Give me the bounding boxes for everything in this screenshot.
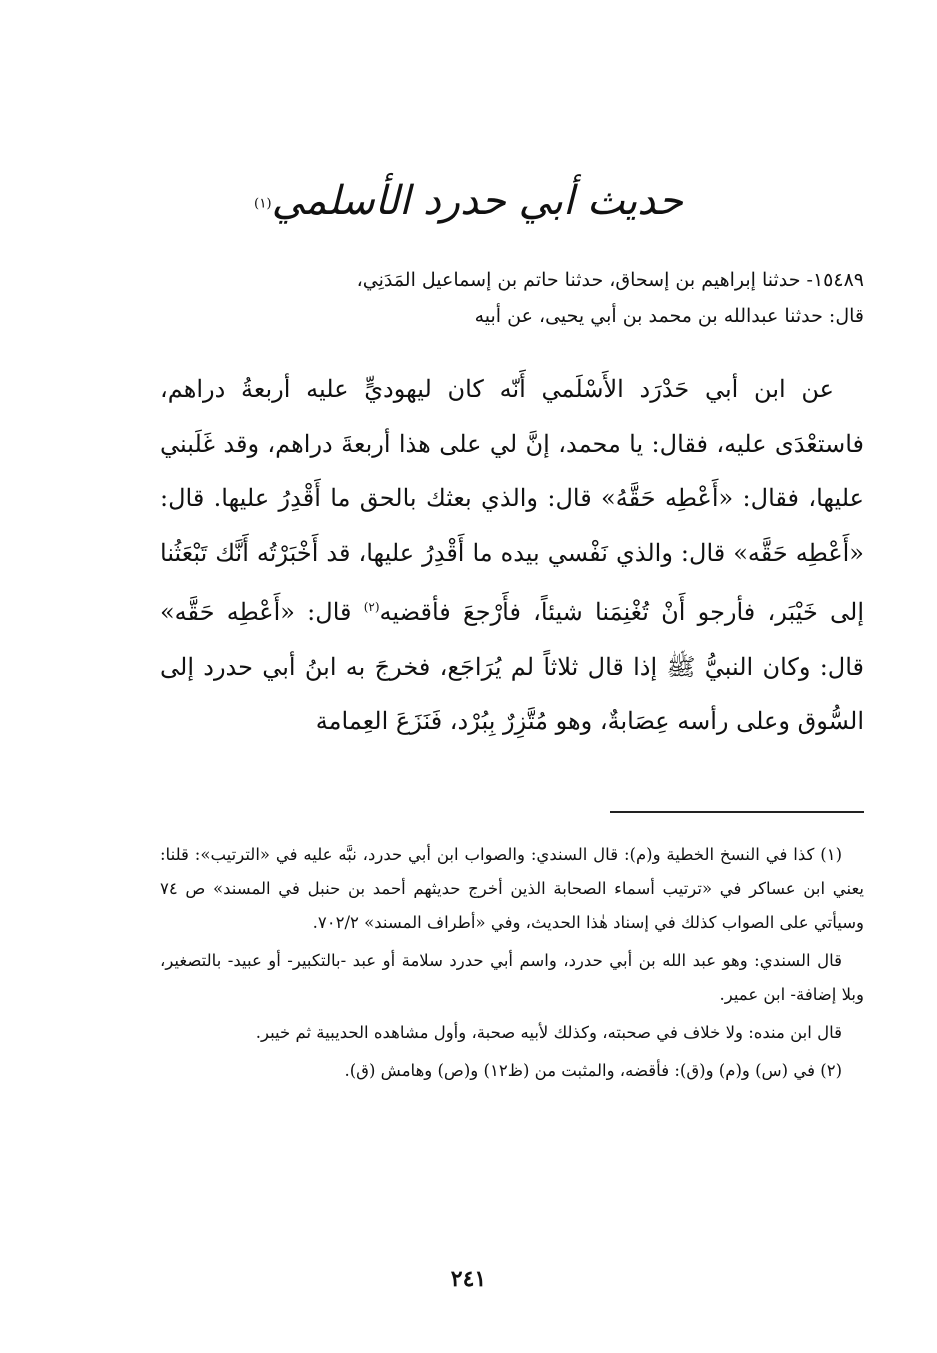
footnote-ref-1: (١) [253,196,272,212]
hadith-matn [160,362,864,749]
isnad-line-1: ١٥٤٨٩- حدثنا إبراهيم بن إسحاق، حدثنا حاتم بن إسماعيل المَدَنِي، [356,269,864,291]
chapter-heading [0,178,937,224]
isnad-line-2: قال: حدثنا عبدالله بن محمد بن أبي يحيى، عن أبيه [474,305,864,327]
footnote-1: (١) كذا في النسخ الخطية و(م): قال السندي: والصواب ابن أبي حدرد، نبَّه عليه في «الترتيب»: قلنا: يعني ابن عساكر في «ترتيب أسماء الصحابة الذين أخرج حديثهم أحمد بن حنبل في المسند» ص ٧٤ وسيأتي على الصواب كذلك في إسناد هٰذا الحديث، وفي «أطراف المسند» ٧٠٢/٢. [160,845,864,932]
matn-paragraph [160,362,864,749]
page-number: ٢٤١ [450,1266,487,1292]
chapter-title: حديث أبي حدرد الأسلمي [271,178,683,224]
footnote-ref-2: (٢) [363,600,380,614]
matn-text: عن ابن أبي حَدْرَد الأَسْلَمي أَنّه كان ليهوديٍّ عليه أربعةُ دراهم، فاستعْدَى عليه، فقال: يا محمد، إنَّ لي على هذا أربعةَ دراهم، وقد غَلَبني عليها، فقال: «أَعْطِه حَقَّهُ» قال: والذي بعثك بالحق ما أَقْدِرُ عليها. قال: «أَعْطِه حَقَّه» قال: والذي نَفْسي بيده ما أَقْدِرُ عليها، قد أَخْبَرْتُه أَنَّك تَبْعَثُنا إلى خَيْبَر، فأرجو أَنْ تُغْنِمَنا شيئاً، فأَرْجعَ فأقضيه [160,375,865,626]
footnote-1-c: قال ابن منده: ولا خلاف في صحبته، وكذلك لأبيه صحبة، وأول مشاهده الحديبية ثم خيبر. [255,1023,842,1042]
footnote-1-b: قال السندي: وهو عبد الله بن أبي حدرد، واسم أبي حدرد سلامة أو عبد -بالتكبير- أو عبيد- بالتصغير، وبلا إضافة- ابن عمير. [160,951,864,1004]
footnote-divider [610,811,864,813]
matn-text-cont: قال: «أَعْطِه حَقَّه» قال: وكان النبيُّ ﷺ إذا قال ثلاثاً لم يُرَاجَع، فخرجَ به ابنُ أبي حدرد إلى السُّوق وعلى رأسه عِصَابةٌ، وهو مُتَّزِرٌ بِبُرْد، فَنَزَعَ العِمامة [160,598,864,735]
hadith-isnad [160,262,864,334]
footnote-2: (٢) في (س) و(م) و(ق): فأقضه، والمثبت من (ظ١٢) و(ص) وهامش (ق). [344,1061,842,1080]
footnotes [160,838,864,1092]
